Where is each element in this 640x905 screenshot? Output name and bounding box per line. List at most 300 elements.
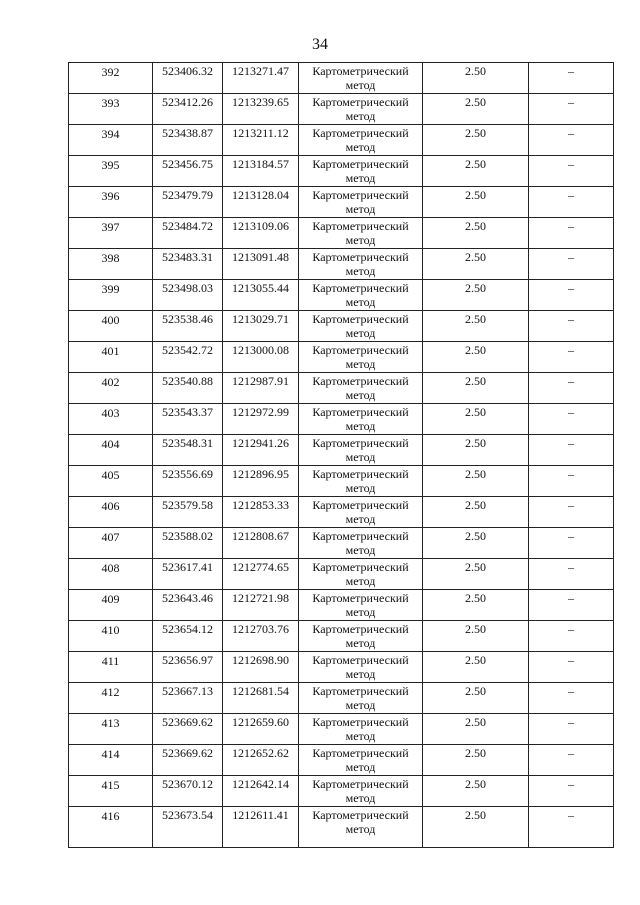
method-cell — [299, 373, 423, 404]
y-coordinate-cell-text: 1212611.41 — [232, 808, 289, 822]
point-number-cell — [69, 311, 153, 342]
accuracy-cell-text: 2.50 — [465, 746, 486, 760]
accuracy-cell-text: 2.50 — [465, 219, 486, 233]
point-number-cell — [69, 683, 153, 714]
note-cell-text: – — [568, 95, 574, 109]
method-cell — [299, 94, 423, 125]
point-number-cell — [69, 807, 153, 848]
note-cell — [529, 280, 614, 311]
point-number-cell-text: 410 — [101, 623, 120, 637]
point-number-cell-text: 396 — [101, 189, 120, 203]
y-coordinate-cell — [223, 311, 299, 342]
point-number-cell — [69, 776, 153, 807]
accuracy-cell — [423, 404, 529, 435]
point-number-cell — [69, 404, 153, 435]
point-number-cell — [69, 590, 153, 621]
point-number-cell-text: 411 — [101, 654, 120, 668]
note-cell-text: – — [568, 126, 574, 140]
y-coordinate-cell-text: 1212659.60 — [232, 715, 289, 729]
y-coordinate-cell-text: 1212721.98 — [232, 591, 289, 605]
note-cell-text: – — [568, 715, 574, 729]
y-coordinate-cell-text: 1212703.76 — [232, 622, 289, 636]
accuracy-cell — [423, 590, 529, 621]
accuracy-cell — [423, 652, 529, 683]
method-cell — [299, 249, 423, 280]
point-number-cell — [69, 466, 153, 497]
x-coordinate-cell-text: 523484.72 — [162, 219, 213, 233]
table-row — [69, 156, 614, 187]
note-cell-text: – — [568, 281, 574, 295]
table-row — [69, 342, 614, 373]
y-coordinate-cell-text: 1213239.65 — [232, 95, 289, 109]
accuracy-cell-text: 2.50 — [465, 126, 486, 140]
note-cell — [529, 435, 614, 466]
accuracy-cell-text: 2.50 — [465, 560, 486, 574]
y-coordinate-cell-text: 1213029.71 — [232, 312, 289, 326]
x-coordinate-cell — [153, 435, 223, 466]
note-cell-text: – — [568, 591, 574, 605]
method-cell-text: Картометрический метод — [312, 250, 409, 278]
note-cell-text: – — [568, 157, 574, 171]
accuracy-cell — [423, 249, 529, 280]
note-cell-text: – — [568, 64, 574, 78]
note-cell — [529, 683, 614, 714]
accuracy-cell — [423, 280, 529, 311]
method-cell-text: Картометрический метод — [312, 653, 409, 681]
method-cell — [299, 745, 423, 776]
table-row — [69, 714, 614, 745]
y-coordinate-cell-text: 1212681.54 — [232, 684, 289, 698]
method-cell — [299, 342, 423, 373]
accuracy-cell — [423, 776, 529, 807]
x-coordinate-cell — [153, 776, 223, 807]
point-number-cell-text: 414 — [101, 747, 120, 761]
y-coordinate-cell-text: 1213000.08 — [232, 343, 289, 357]
accuracy-cell — [423, 187, 529, 218]
accuracy-cell-text: 2.50 — [465, 95, 486, 109]
point-number-cell — [69, 559, 153, 590]
accuracy-cell-text: 2.50 — [465, 250, 486, 264]
y-coordinate-cell-text: 1212698.90 — [232, 653, 289, 667]
point-number-cell — [69, 342, 153, 373]
accuracy-cell — [423, 156, 529, 187]
x-coordinate-cell-text: 523498.03 — [162, 281, 213, 295]
method-cell — [299, 590, 423, 621]
note-cell — [529, 807, 614, 848]
x-coordinate-cell — [153, 714, 223, 745]
point-number-cell — [69, 714, 153, 745]
note-cell — [529, 218, 614, 249]
x-coordinate-cell — [153, 621, 223, 652]
point-number-cell-text: 399 — [101, 282, 120, 296]
y-coordinate-cell — [223, 683, 299, 714]
method-cell — [299, 466, 423, 497]
y-coordinate-cell-text: 1213128.04 — [232, 188, 289, 202]
x-coordinate-cell — [153, 311, 223, 342]
x-coordinate-cell-text: 523456.75 — [162, 157, 213, 171]
method-cell — [299, 559, 423, 590]
table-row — [69, 466, 614, 497]
accuracy-cell-text: 2.50 — [465, 529, 486, 543]
y-coordinate-cell-text: 1212853.33 — [232, 498, 289, 512]
method-cell-text: Картометрический метод — [312, 436, 409, 464]
y-coordinate-cell — [223, 714, 299, 745]
note-cell — [529, 373, 614, 404]
accuracy-cell-text: 2.50 — [465, 622, 486, 636]
table-row — [69, 683, 614, 714]
y-coordinate-cell-text: 1212896.95 — [232, 467, 289, 481]
point-number-cell-text: 398 — [101, 251, 120, 265]
x-coordinate-cell — [153, 745, 223, 776]
x-coordinate-cell-text: 523673.54 — [162, 808, 213, 822]
table-row — [69, 94, 614, 125]
point-number-cell — [69, 621, 153, 652]
method-cell — [299, 63, 423, 94]
table-row — [69, 404, 614, 435]
point-number-cell — [69, 94, 153, 125]
x-coordinate-cell-text: 523579.58 — [162, 498, 213, 512]
point-number-cell-text: 395 — [101, 158, 120, 172]
y-coordinate-cell — [223, 621, 299, 652]
y-coordinate-cell — [223, 404, 299, 435]
method-cell-text: Картометрический метод — [312, 343, 409, 371]
x-coordinate-cell-text: 523670.12 — [162, 777, 213, 791]
table-row — [69, 187, 614, 218]
method-cell-text: Картометрический метод — [312, 467, 409, 495]
accuracy-cell-text: 2.50 — [465, 436, 486, 450]
note-cell — [529, 714, 614, 745]
accuracy-cell-text: 2.50 — [465, 498, 486, 512]
x-coordinate-cell-text: 523654.12 — [162, 622, 213, 636]
method-cell — [299, 807, 423, 848]
point-number-cell-text: 405 — [101, 468, 120, 482]
note-cell — [529, 745, 614, 776]
note-cell — [529, 621, 614, 652]
note-cell-text: – — [568, 374, 574, 388]
y-coordinate-cell-text: 1213091.48 — [232, 250, 289, 264]
method-cell-text: Картометрический метод — [312, 281, 409, 309]
method-cell — [299, 125, 423, 156]
table-row — [69, 435, 614, 466]
accuracy-cell-text: 2.50 — [465, 64, 486, 78]
note-cell — [529, 590, 614, 621]
accuracy-cell-text: 2.50 — [465, 374, 486, 388]
table-row — [69, 652, 614, 683]
accuracy-cell-text: 2.50 — [465, 312, 486, 326]
accuracy-cell — [423, 807, 529, 848]
accuracy-cell — [423, 94, 529, 125]
method-cell-text: Картометрический метод — [312, 498, 409, 526]
accuracy-cell-text: 2.50 — [465, 157, 486, 171]
x-coordinate-cell-text: 523542.72 — [162, 343, 213, 357]
note-cell — [529, 125, 614, 156]
method-cell — [299, 776, 423, 807]
y-coordinate-cell — [223, 342, 299, 373]
page-number: 34 — [312, 36, 328, 53]
note-cell — [529, 466, 614, 497]
accuracy-cell-text: 2.50 — [465, 188, 486, 202]
x-coordinate-cell — [153, 497, 223, 528]
method-cell — [299, 497, 423, 528]
point-number-cell-text: 403 — [101, 406, 120, 420]
point-number-cell-text: 415 — [101, 778, 120, 792]
table-row — [69, 249, 614, 280]
point-number-cell-text: 406 — [101, 499, 120, 513]
method-cell — [299, 435, 423, 466]
method-cell-text: Картометрический метод — [312, 777, 409, 805]
x-coordinate-cell — [153, 280, 223, 311]
point-number-cell-text: 401 — [101, 344, 120, 358]
accuracy-cell-text: 2.50 — [465, 808, 486, 822]
accuracy-cell — [423, 621, 529, 652]
x-coordinate-cell — [153, 528, 223, 559]
y-coordinate-cell — [223, 745, 299, 776]
x-coordinate-cell-text: 523643.46 — [162, 591, 213, 605]
point-number-cell-text: 408 — [101, 561, 120, 575]
x-coordinate-cell-text: 523438.87 — [162, 126, 213, 140]
table-row — [69, 807, 614, 848]
point-number-cell — [69, 125, 153, 156]
x-coordinate-cell-text: 523406.32 — [162, 64, 213, 78]
x-coordinate-cell-text: 523412.26 — [162, 95, 213, 109]
x-coordinate-cell-text: 523483.31 — [162, 250, 213, 264]
y-coordinate-cell — [223, 776, 299, 807]
y-coordinate-cell — [223, 125, 299, 156]
table-row — [69, 528, 614, 559]
x-coordinate-cell — [153, 652, 223, 683]
accuracy-cell — [423, 342, 529, 373]
point-number-cell — [69, 435, 153, 466]
method-cell-text: Картометрический метод — [312, 808, 409, 836]
x-coordinate-cell-text: 523479.79 — [162, 188, 213, 202]
accuracy-cell-text: 2.50 — [465, 684, 486, 698]
method-cell-text: Картометрический метод — [312, 529, 409, 557]
x-coordinate-cell — [153, 404, 223, 435]
accuracy-cell-text: 2.50 — [465, 343, 486, 357]
x-coordinate-cell-text: 523669.62 — [162, 746, 213, 760]
point-number-cell-text: 416 — [101, 809, 120, 823]
note-cell-text: – — [568, 436, 574, 450]
point-number-cell — [69, 187, 153, 218]
point-number-cell — [69, 497, 153, 528]
accuracy-cell-text: 2.50 — [465, 467, 486, 481]
table-row — [69, 125, 614, 156]
method-cell — [299, 404, 423, 435]
y-coordinate-cell-text: 1213271.47 — [232, 64, 289, 78]
y-coordinate-cell — [223, 590, 299, 621]
y-coordinate-cell — [223, 249, 299, 280]
table-row — [69, 497, 614, 528]
method-cell — [299, 714, 423, 745]
accuracy-cell-text: 2.50 — [465, 405, 486, 419]
method-cell — [299, 156, 423, 187]
coordinates-table-body — [69, 63, 614, 848]
x-coordinate-cell-text: 523538.46 — [162, 312, 213, 326]
x-coordinate-cell — [153, 373, 223, 404]
y-coordinate-cell — [223, 466, 299, 497]
point-number-cell — [69, 745, 153, 776]
point-number-cell-text: 404 — [101, 437, 120, 451]
point-number-cell-text: 400 — [101, 313, 120, 327]
note-cell-text: – — [568, 746, 574, 760]
x-coordinate-cell — [153, 342, 223, 373]
method-cell-text: Картометрический метод — [312, 219, 409, 247]
point-number-cell — [69, 373, 153, 404]
table-row — [69, 218, 614, 249]
method-cell-text: Картометрический метод — [312, 405, 409, 433]
point-number-cell — [69, 280, 153, 311]
table-row — [69, 621, 614, 652]
y-coordinate-cell — [223, 218, 299, 249]
point-number-cell-text: 397 — [101, 220, 120, 234]
table-row — [69, 311, 614, 342]
coordinates-table — [68, 62, 614, 848]
y-coordinate-cell — [223, 435, 299, 466]
note-cell-text: – — [568, 529, 574, 543]
point-number-cell — [69, 528, 153, 559]
method-cell-text: Картометрический метод — [312, 126, 409, 154]
y-coordinate-cell — [223, 497, 299, 528]
x-coordinate-cell — [153, 63, 223, 94]
note-cell-text: – — [568, 622, 574, 636]
method-cell — [299, 621, 423, 652]
y-coordinate-cell — [223, 63, 299, 94]
x-coordinate-cell — [153, 125, 223, 156]
y-coordinate-cell — [223, 187, 299, 218]
y-coordinate-cell — [223, 373, 299, 404]
y-coordinate-cell-text: 1213109.06 — [232, 219, 289, 233]
note-cell-text: – — [568, 684, 574, 698]
note-cell-text: – — [568, 405, 574, 419]
table-row — [69, 559, 614, 590]
accuracy-cell — [423, 311, 529, 342]
y-coordinate-cell-text: 1212774.65 — [232, 560, 289, 574]
point-number-cell-text: 412 — [101, 685, 120, 699]
note-cell-text: – — [568, 343, 574, 357]
table-row — [69, 373, 614, 404]
note-cell — [529, 652, 614, 683]
accuracy-cell — [423, 497, 529, 528]
table-row — [69, 745, 614, 776]
y-coordinate-cell — [223, 652, 299, 683]
x-coordinate-cell — [153, 156, 223, 187]
note-cell — [529, 187, 614, 218]
method-cell — [299, 683, 423, 714]
y-coordinate-cell — [223, 807, 299, 848]
method-cell-text: Картометрический метод — [312, 591, 409, 619]
accuracy-cell — [423, 559, 529, 590]
method-cell — [299, 528, 423, 559]
method-cell-text: Картометрический метод — [312, 312, 409, 340]
method-cell — [299, 218, 423, 249]
method-cell-text: Картометрический метод — [312, 188, 409, 216]
method-cell-text: Картометрический метод — [312, 684, 409, 712]
note-cell — [529, 311, 614, 342]
point-number-cell — [69, 156, 153, 187]
method-cell-text: Картометрический метод — [312, 622, 409, 650]
accuracy-cell-text: 2.50 — [465, 591, 486, 605]
y-coordinate-cell — [223, 559, 299, 590]
accuracy-cell — [423, 125, 529, 156]
x-coordinate-cell-text: 523669.62 — [162, 715, 213, 729]
note-cell — [529, 497, 614, 528]
note-cell-text: – — [568, 312, 574, 326]
x-coordinate-cell-text: 523667.13 — [162, 684, 213, 698]
x-coordinate-cell-text: 523540.88 — [162, 374, 213, 388]
y-coordinate-cell — [223, 94, 299, 125]
point-number-cell-text: 409 — [101, 592, 120, 606]
x-coordinate-cell-text: 523548.31 — [162, 436, 213, 450]
table-row — [69, 280, 614, 311]
note-cell — [529, 156, 614, 187]
y-coordinate-cell-text: 1213184.57 — [232, 157, 289, 171]
note-cell — [529, 63, 614, 94]
x-coordinate-cell-text: 523588.02 — [162, 529, 213, 543]
accuracy-cell — [423, 683, 529, 714]
y-coordinate-cell-text: 1212808.67 — [232, 529, 289, 543]
y-coordinate-cell — [223, 280, 299, 311]
x-coordinate-cell — [153, 218, 223, 249]
y-coordinate-cell-text: 1213211.12 — [232, 126, 289, 140]
point-number-cell-text: 393 — [101, 96, 120, 110]
x-coordinate-cell-text: 523656.97 — [162, 653, 213, 667]
table-row — [69, 590, 614, 621]
method-cell-text: Картометрический метод — [312, 715, 409, 743]
note-cell-text: – — [568, 560, 574, 574]
accuracy-cell-text: 2.50 — [465, 653, 486, 667]
x-coordinate-cell — [153, 249, 223, 280]
point-number-cell — [69, 218, 153, 249]
note-cell — [529, 776, 614, 807]
y-coordinate-cell-text: 1212941.26 — [232, 436, 289, 450]
x-coordinate-cell — [153, 466, 223, 497]
note-cell — [529, 342, 614, 373]
y-coordinate-cell-text: 1212652.62 — [232, 746, 289, 760]
x-coordinate-cell — [153, 559, 223, 590]
y-coordinate-cell-text: 1212642.14 — [232, 777, 289, 791]
accuracy-cell — [423, 373, 529, 404]
x-coordinate-cell — [153, 590, 223, 621]
note-cell-text: – — [568, 467, 574, 481]
y-coordinate-cell — [223, 528, 299, 559]
table-row — [69, 776, 614, 807]
point-number-cell — [69, 63, 153, 94]
point-number-cell-text: 413 — [101, 716, 120, 730]
y-coordinate-cell — [223, 156, 299, 187]
method-cell-text: Картометрический метод — [312, 560, 409, 588]
accuracy-cell — [423, 714, 529, 745]
method-cell — [299, 311, 423, 342]
method-cell — [299, 652, 423, 683]
point-number-cell-text: 394 — [101, 127, 120, 141]
point-number-cell-text: 407 — [101, 530, 120, 544]
table-row — [69, 63, 614, 94]
x-coordinate-cell-text: 523617.41 — [162, 560, 213, 574]
x-coordinate-cell — [153, 683, 223, 714]
accuracy-cell-text: 2.50 — [465, 281, 486, 295]
accuracy-cell-text: 2.50 — [465, 777, 486, 791]
note-cell — [529, 94, 614, 125]
x-coordinate-cell-text: 523543.37 — [162, 405, 213, 419]
method-cell-text: Картометрический метод — [312, 746, 409, 774]
note-cell-text: – — [568, 777, 574, 791]
method-cell-text: Картометрический метод — [312, 374, 409, 402]
y-coordinate-cell-text: 1212987.91 — [232, 374, 289, 388]
x-coordinate-cell-text: 523556.69 — [162, 467, 213, 481]
accuracy-cell — [423, 218, 529, 249]
accuracy-cell — [423, 528, 529, 559]
note-cell-text: – — [568, 653, 574, 667]
